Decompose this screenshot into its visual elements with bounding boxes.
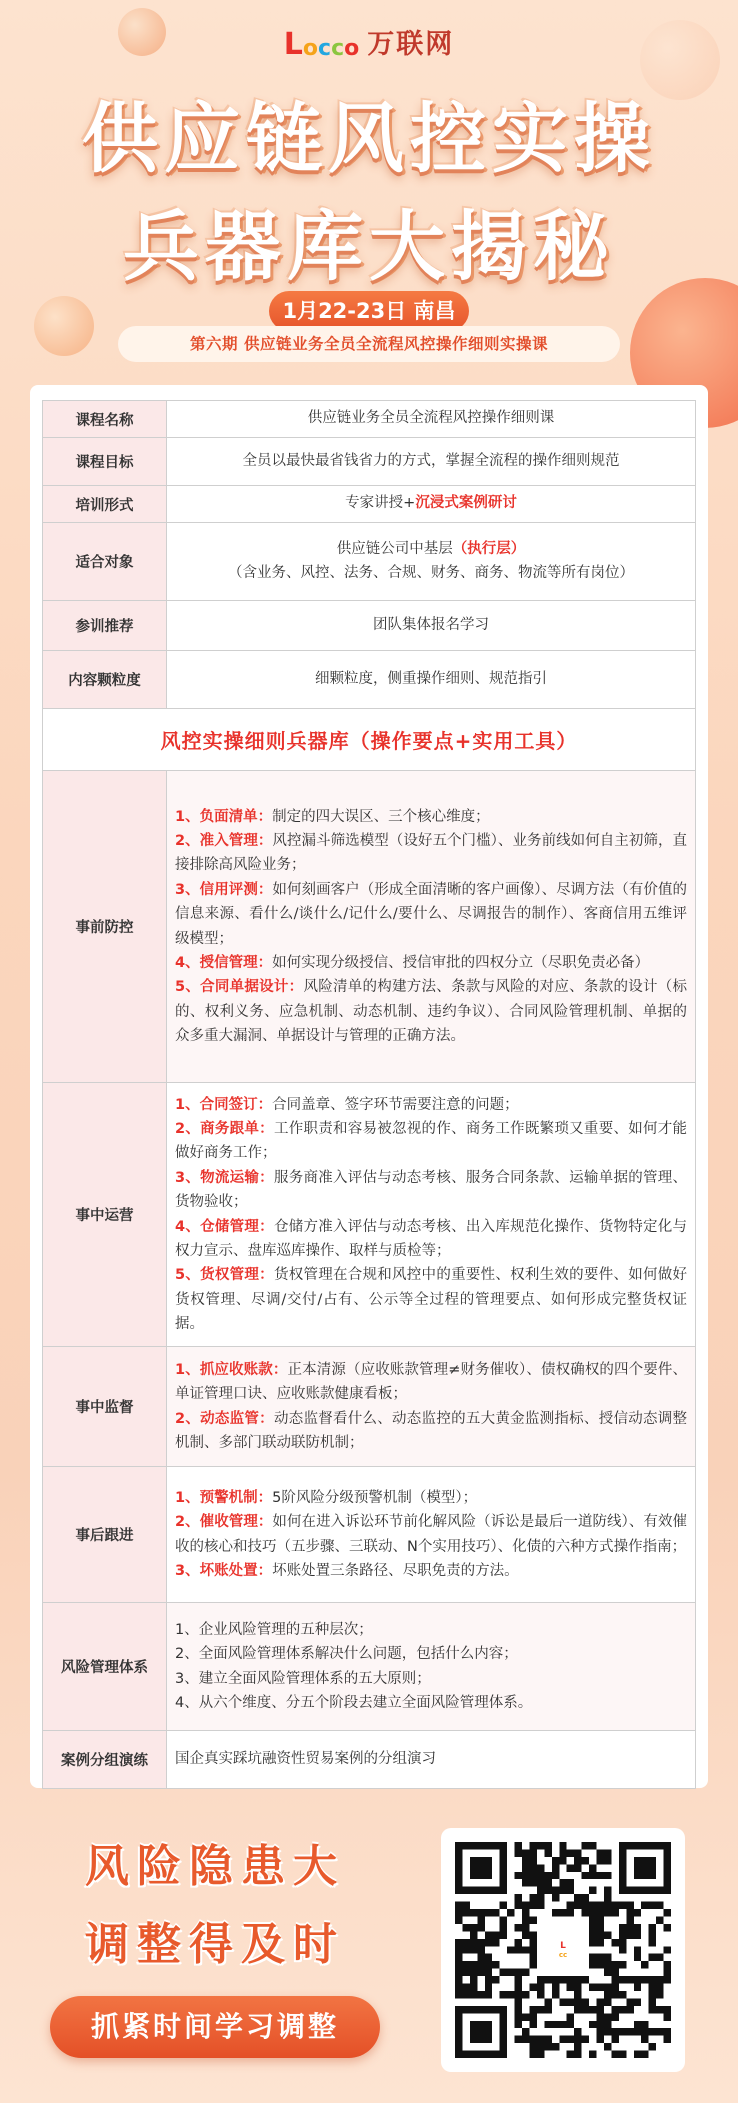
brand-logo (0, 22, 738, 61)
value-plain: 专家讲授+ (345, 495, 416, 512)
value-highlight: 沉浸式案例研讨 (415, 495, 517, 512)
table-row (43, 1731, 696, 1789)
qr-code[interactable] (441, 1828, 685, 2072)
row-value (167, 486, 696, 523)
stage-label: 事中监督 (43, 1347, 167, 1467)
session-subtitle: 第六期 供应链业务全员全流程风控操作细则实操课 (118, 326, 620, 362)
stage-detail: 1、预警机制：5阶风险分级预警机制（模型）； 2、催收管理：如何在进入诉讼环节前化解风险（诉讼是最后一道防线）、有效催收的核心和技巧（五步骤、三联动、N个实用技巧）、化债的六种方式操作指南； 3、坏账处置：坏账处置三条路径、尽职免责的方法。 (167, 1467, 696, 1603)
table-row (43, 1467, 696, 1603)
course-info-card (30, 385, 708, 1788)
value-line2: （含业务、风控、法务、合规、财务、商务、物流等所有岗位） (228, 564, 634, 581)
table-row (43, 771, 696, 1083)
value-plain: 供应链公司中基层 (336, 541, 453, 558)
table-row (43, 523, 696, 601)
row-label: 参训推荐 (43, 601, 167, 651)
row-value: 供应链业务全员全流程风控操作细则课 (167, 401, 696, 438)
decor-bubble (34, 296, 94, 356)
stage-label: 案例分组演练 (43, 1731, 167, 1789)
row-value: 全员以最快最省钱省力的方式，掌握全流程的操作细则规范 (167, 438, 696, 486)
value-highlight: （执行层） (452, 541, 526, 558)
row-label: 课程名称 (43, 401, 167, 438)
row-value (167, 523, 696, 601)
main-title-line2: 兵器库大揭秘 (123, 202, 615, 291)
stage-label: 风险管理体系 (43, 1603, 167, 1731)
table-row (43, 1603, 696, 1731)
main-title-line1: 供应链风控实操 (82, 94, 656, 183)
table-row (43, 401, 696, 438)
stage-detail: 1、抓应收账款：正本清源（应收账款管理≠财务催收）、债权确权的四个要件、单证管理口诀、应收账款健康看板； 2、动态监管：动态监督看什么、动态监控的五大黄金监测指标、授信动态调整机制、多部门联动联防机制； (167, 1347, 696, 1467)
row-value: 细颗粒度，侧重操作细则、规范指引 (167, 651, 696, 709)
course-table (42, 400, 696, 1789)
table-row (43, 1083, 696, 1347)
table-row (43, 601, 696, 651)
arsenal-section-title: 风控实操细则兵器库（操作要点+实用工具） (43, 709, 696, 771)
slogan-line2: 调整得及时 (85, 1919, 345, 1970)
brand-name: 万联网 (367, 29, 455, 60)
row-value: 团队集体报名学习 (167, 601, 696, 651)
stage-label: 事后跟进 (43, 1467, 167, 1603)
table-row (43, 709, 696, 771)
row-label: 内容颗粒度 (43, 651, 167, 709)
date-location-badge: 1月22-23日 南昌 (269, 291, 469, 331)
locco-logo-icon: L o c c o (283, 26, 360, 62)
row-label: 课程目标 (43, 438, 167, 486)
table-row (43, 651, 696, 709)
stage-detail: 1、负面清单：制定的四大误区、三个核心维度； 2、准入管理：风控漏斗筛选模型（设好五个门槛）、业务前线如何自主初筛，直接排除高风险业务； 3、信用评测：如何刻画客户（形成全面清晰的客户画像）、尽调方法（有价值的信息来源、看什么/谈什么/记什么/要什么、尽调报告的制作）、客商信用五维评级模型； 4、授信管理：如何实现分级授信、授信审批的四权分立（尽职免责必备） 5、合同单据设计：风险清单的构建方法、条款与风险的对应、条款的设计（标的、权利义务、应急机制、动态机制、违约争议）、合同风险管理机制、单据的众多重大漏洞、单据设计与管理的正确方法。 (167, 771, 696, 1083)
stage-detail: 1、合同签订：合同盖章、签字环节需要注意的问题； 2、商务跟单：工作职责和容易被忽视的作、商务工作既繁琐又重要、如何才能做好商务工作； 3、物流运输：服务商准入评估与动态考核、服务合同条款、运输单据的管理、货物验收； 4、仓储管理：仓储方准入评估与动态考核、出入库规范化操作、货物特定化与权力宣示、盘库巡库操作、取样与质检等； 5、货权管理：货权管理在合规和风控中的重要性、权利生效的要件、如何做好货权管理、尽调/交付/占有、公示等全过程的管理要点、如何形成完整货权证据。 (167, 1083, 696, 1347)
table-row (43, 1347, 696, 1467)
stage-label: 事前防控 (43, 771, 167, 1083)
slogan-line1: 风险隐患大 (85, 1841, 345, 1892)
qr-logo: L cc (541, 1928, 585, 1972)
stage-label: 事中运营 (43, 1083, 167, 1347)
stage-detail: 国企真实踩坑融资性贸易案例的分组演习 (167, 1731, 696, 1789)
cta-button[interactable]: 抓紧时间学习调整 (50, 1996, 380, 2058)
table-row (43, 438, 696, 486)
row-label: 适合对象 (43, 523, 167, 601)
stage-detail: 1、企业风险管理的五种层次； 2、全面风险管理体系解决什么问题，包括什么内容； 3、建立全面风险管理体系的五大原则； 4、从六个维度、分五个阶段去建立全面风险管理体系。 (167, 1603, 696, 1731)
row-label: 培训形式 (43, 486, 167, 523)
table-row (43, 486, 696, 523)
